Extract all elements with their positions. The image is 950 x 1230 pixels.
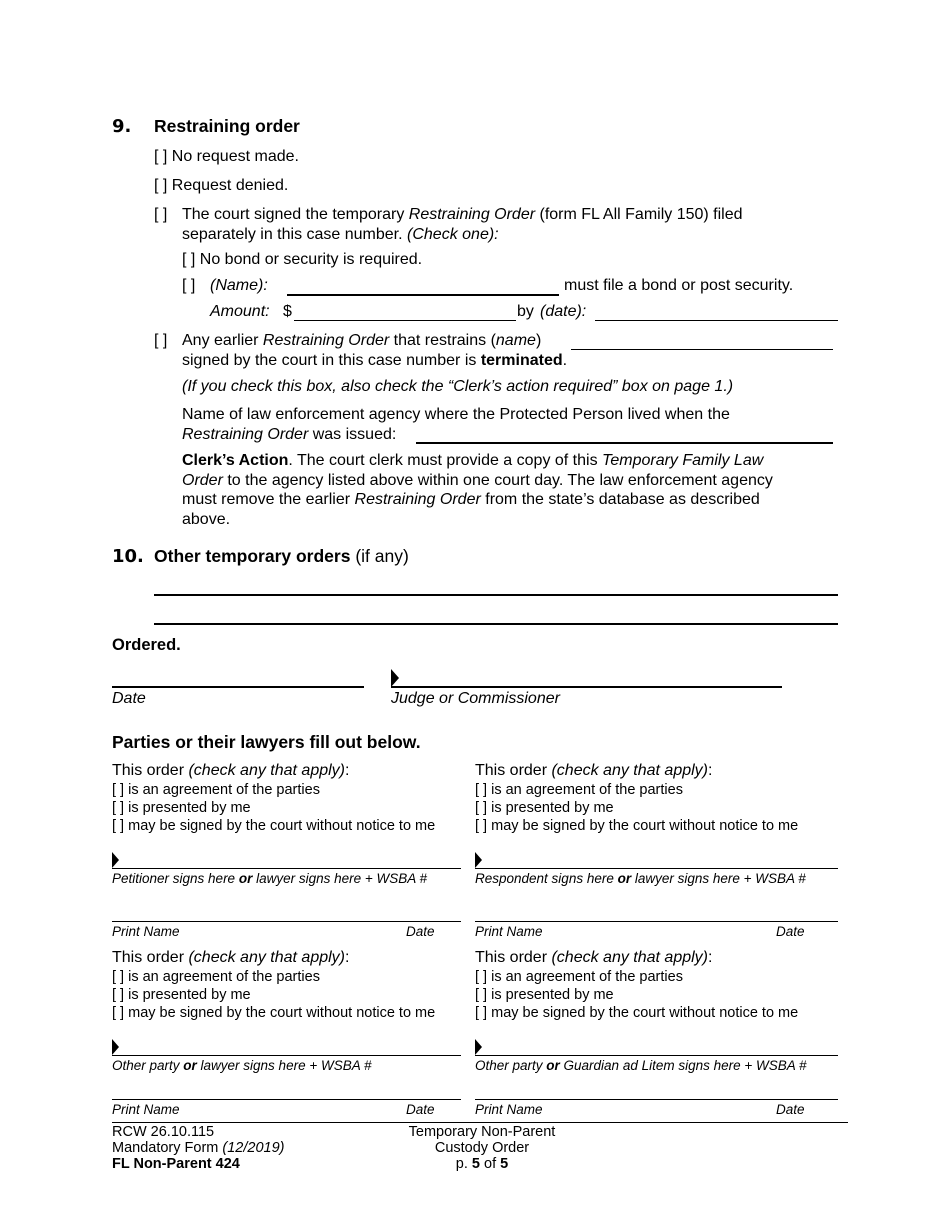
other-orders-field-2[interactable] — [154, 623, 838, 625]
checkbox-without-notice[interactable]: [ ] may be signed by the court without notice to me — [112, 818, 436, 834]
footer-page-number: p. 5 of 5 — [455, 1156, 509, 1172]
sign-arrow-icon — [391, 669, 399, 687]
footer-divider — [112, 1122, 848, 1123]
court-signed-text: The court signed the temporary Restraining Order (form FL All Family 150) filed — [182, 206, 743, 223]
checkbox-no-bond[interactable]: [ ] No bond or security is required. — [182, 251, 423, 268]
by-label: by — [517, 303, 534, 320]
date-label: Date — [406, 924, 435, 939]
restrained-name-field[interactable] — [571, 349, 833, 350]
print-name-label: Print Name — [475, 924, 543, 939]
other-orders-field-1[interactable] — [154, 594, 838, 596]
bond-must-text: must file a bond or post security. — [564, 277, 794, 294]
earlier-order-text: Any earlier Restraining Order that restrains (name) — [182, 332, 542, 349]
checkbox-no-request[interactable]: [ ] No request made. — [154, 148, 299, 165]
checkbox-presented[interactable]: [ ] is presented by me — [475, 800, 614, 816]
checkbox-earlier-order[interactable]: [ ] — [154, 332, 168, 349]
bond-name-field[interactable] — [287, 294, 559, 296]
earlier-order-text-line2: signed by the court in this case number is terminated. — [182, 352, 568, 369]
footer-title-2: Custody Order — [434, 1140, 530, 1156]
respondent-signature-field[interactable] — [475, 868, 838, 869]
checkbox-court-signed[interactable]: [ ] — [154, 206, 168, 223]
amount-field[interactable] — [294, 320, 516, 321]
checkbox-without-notice[interactable]: [ ] may be signed by the court without notice to me — [475, 818, 799, 834]
other-party-print-name-field[interactable] — [112, 1099, 461, 1100]
petitioner-sign-label: Petitioner signs here or lawyer signs here + WSBA # — [112, 871, 428, 886]
gal-sign-label: Other party or Guardian ad Litem signs here + WSBA # — [475, 1058, 807, 1073]
sign-arrow-icon — [112, 852, 119, 868]
checkbox-presented[interactable]: [ ] is presented by me — [112, 800, 251, 816]
gal-print-name-field[interactable] — [475, 1099, 838, 1100]
bond-name-label: (Name): — [210, 277, 268, 294]
dollar-sign: $ — [283, 303, 292, 320]
other-party-signature-field[interactable] — [112, 1055, 461, 1056]
date-label: Date — [776, 924, 805, 939]
order-date-label: Date — [112, 690, 146, 707]
checkbox-presented[interactable]: [ ] is presented by me — [112, 987, 251, 1003]
respondent-print-name-field[interactable] — [475, 921, 838, 922]
if-check-note: (If you check this box, also check the “Clerk’s action required” box on page 1.) — [182, 378, 734, 395]
court-signed-text-line2: separately in this case number. (Check one): — [182, 226, 499, 243]
checkbox-agreement[interactable]: [ ] is an agreement of the parties — [475, 969, 683, 985]
respondent-sign-label: Respondent signs here or lawyer signs here + WSBA # — [475, 871, 806, 886]
footer-form-id: FL Non-Parent 424 — [112, 1156, 240, 1172]
footer-title-1: Temporary Non-Parent — [408, 1124, 556, 1140]
date-label: Date — [776, 1102, 805, 1117]
checkbox-without-notice[interactable]: [ ] may be signed by the court without notice to me — [475, 1005, 799, 1021]
petitioner-print-name-field[interactable] — [112, 921, 461, 922]
clerk-action-line1: Clerk’s Action. The court clerk must provide a copy of this Temporary Family Law — [182, 452, 764, 469]
this-order-label: This order (check any that apply): — [112, 762, 350, 779]
parties-heading: Parties or their lawyers fill out below. — [112, 732, 421, 752]
sign-arrow-icon — [475, 1039, 482, 1055]
checkbox-presented[interactable]: [ ] is presented by me — [475, 987, 614, 1003]
clerk-action-line2: Order to the agency listed above within one court day. The law enforcement agency — [182, 472, 773, 489]
checkbox-bond[interactable]: [ ] — [182, 277, 196, 294]
checkbox-agreement[interactable]: [ ] is an agreement of the parties — [112, 782, 320, 798]
date-label: (date): — [540, 303, 587, 320]
checkbox-without-notice[interactable]: [ ] may be signed by the court without notice to me — [112, 1005, 436, 1021]
this-order-label: This order (check any that apply): — [475, 949, 713, 966]
judge-signature-field[interactable] — [391, 686, 782, 688]
clerk-action-line3: must remove the earlier Restraining Order from the state’s database as described — [182, 491, 760, 508]
agency-name-field[interactable] — [416, 442, 833, 444]
sign-arrow-icon — [475, 852, 482, 868]
petitioner-signature-field[interactable] — [112, 868, 461, 869]
agency-text-line2: Restraining Order was issued: — [182, 426, 397, 443]
clerk-action-line4: above. — [182, 511, 231, 528]
order-date-field[interactable] — [112, 686, 364, 688]
bond-date-field[interactable] — [595, 320, 838, 321]
section-10-number: 10. — [112, 546, 144, 567]
sign-arrow-icon — [112, 1039, 119, 1055]
this-order-label: This order (check any that apply): — [475, 762, 713, 779]
gal-signature-field[interactable] — [475, 1055, 838, 1056]
footer-mandatory: Mandatory Form (12/2019) — [112, 1140, 285, 1156]
checkbox-request-denied[interactable]: [ ] Request denied. — [154, 177, 289, 194]
section-9-title: Restraining order — [154, 116, 300, 136]
amount-label: Amount: — [210, 303, 270, 320]
date-label: Date — [406, 1102, 435, 1117]
checkbox-agreement[interactable]: [ ] is an agreement of the parties — [112, 969, 320, 985]
checkbox-agreement[interactable]: [ ] is an agreement of the parties — [475, 782, 683, 798]
print-name-label: Print Name — [112, 924, 180, 939]
section-9-number: 9. — [112, 116, 132, 137]
this-order-label: This order (check any that apply): — [112, 949, 350, 966]
section-10-title: Other temporary orders (if any) — [154, 546, 409, 566]
judge-label: Judge or Commissioner — [391, 690, 560, 707]
ordered-label: Ordered. — [112, 636, 181, 654]
print-name-label: Print Name — [475, 1102, 543, 1117]
print-name-label: Print Name — [112, 1102, 180, 1117]
footer-rcw: RCW 26.10.115 — [112, 1124, 215, 1140]
agency-text: Name of law enforcement agency where the Protected Person lived when the — [182, 406, 730, 423]
other-party-sign-label: Other party or lawyer signs here + WSBA # — [112, 1058, 372, 1073]
